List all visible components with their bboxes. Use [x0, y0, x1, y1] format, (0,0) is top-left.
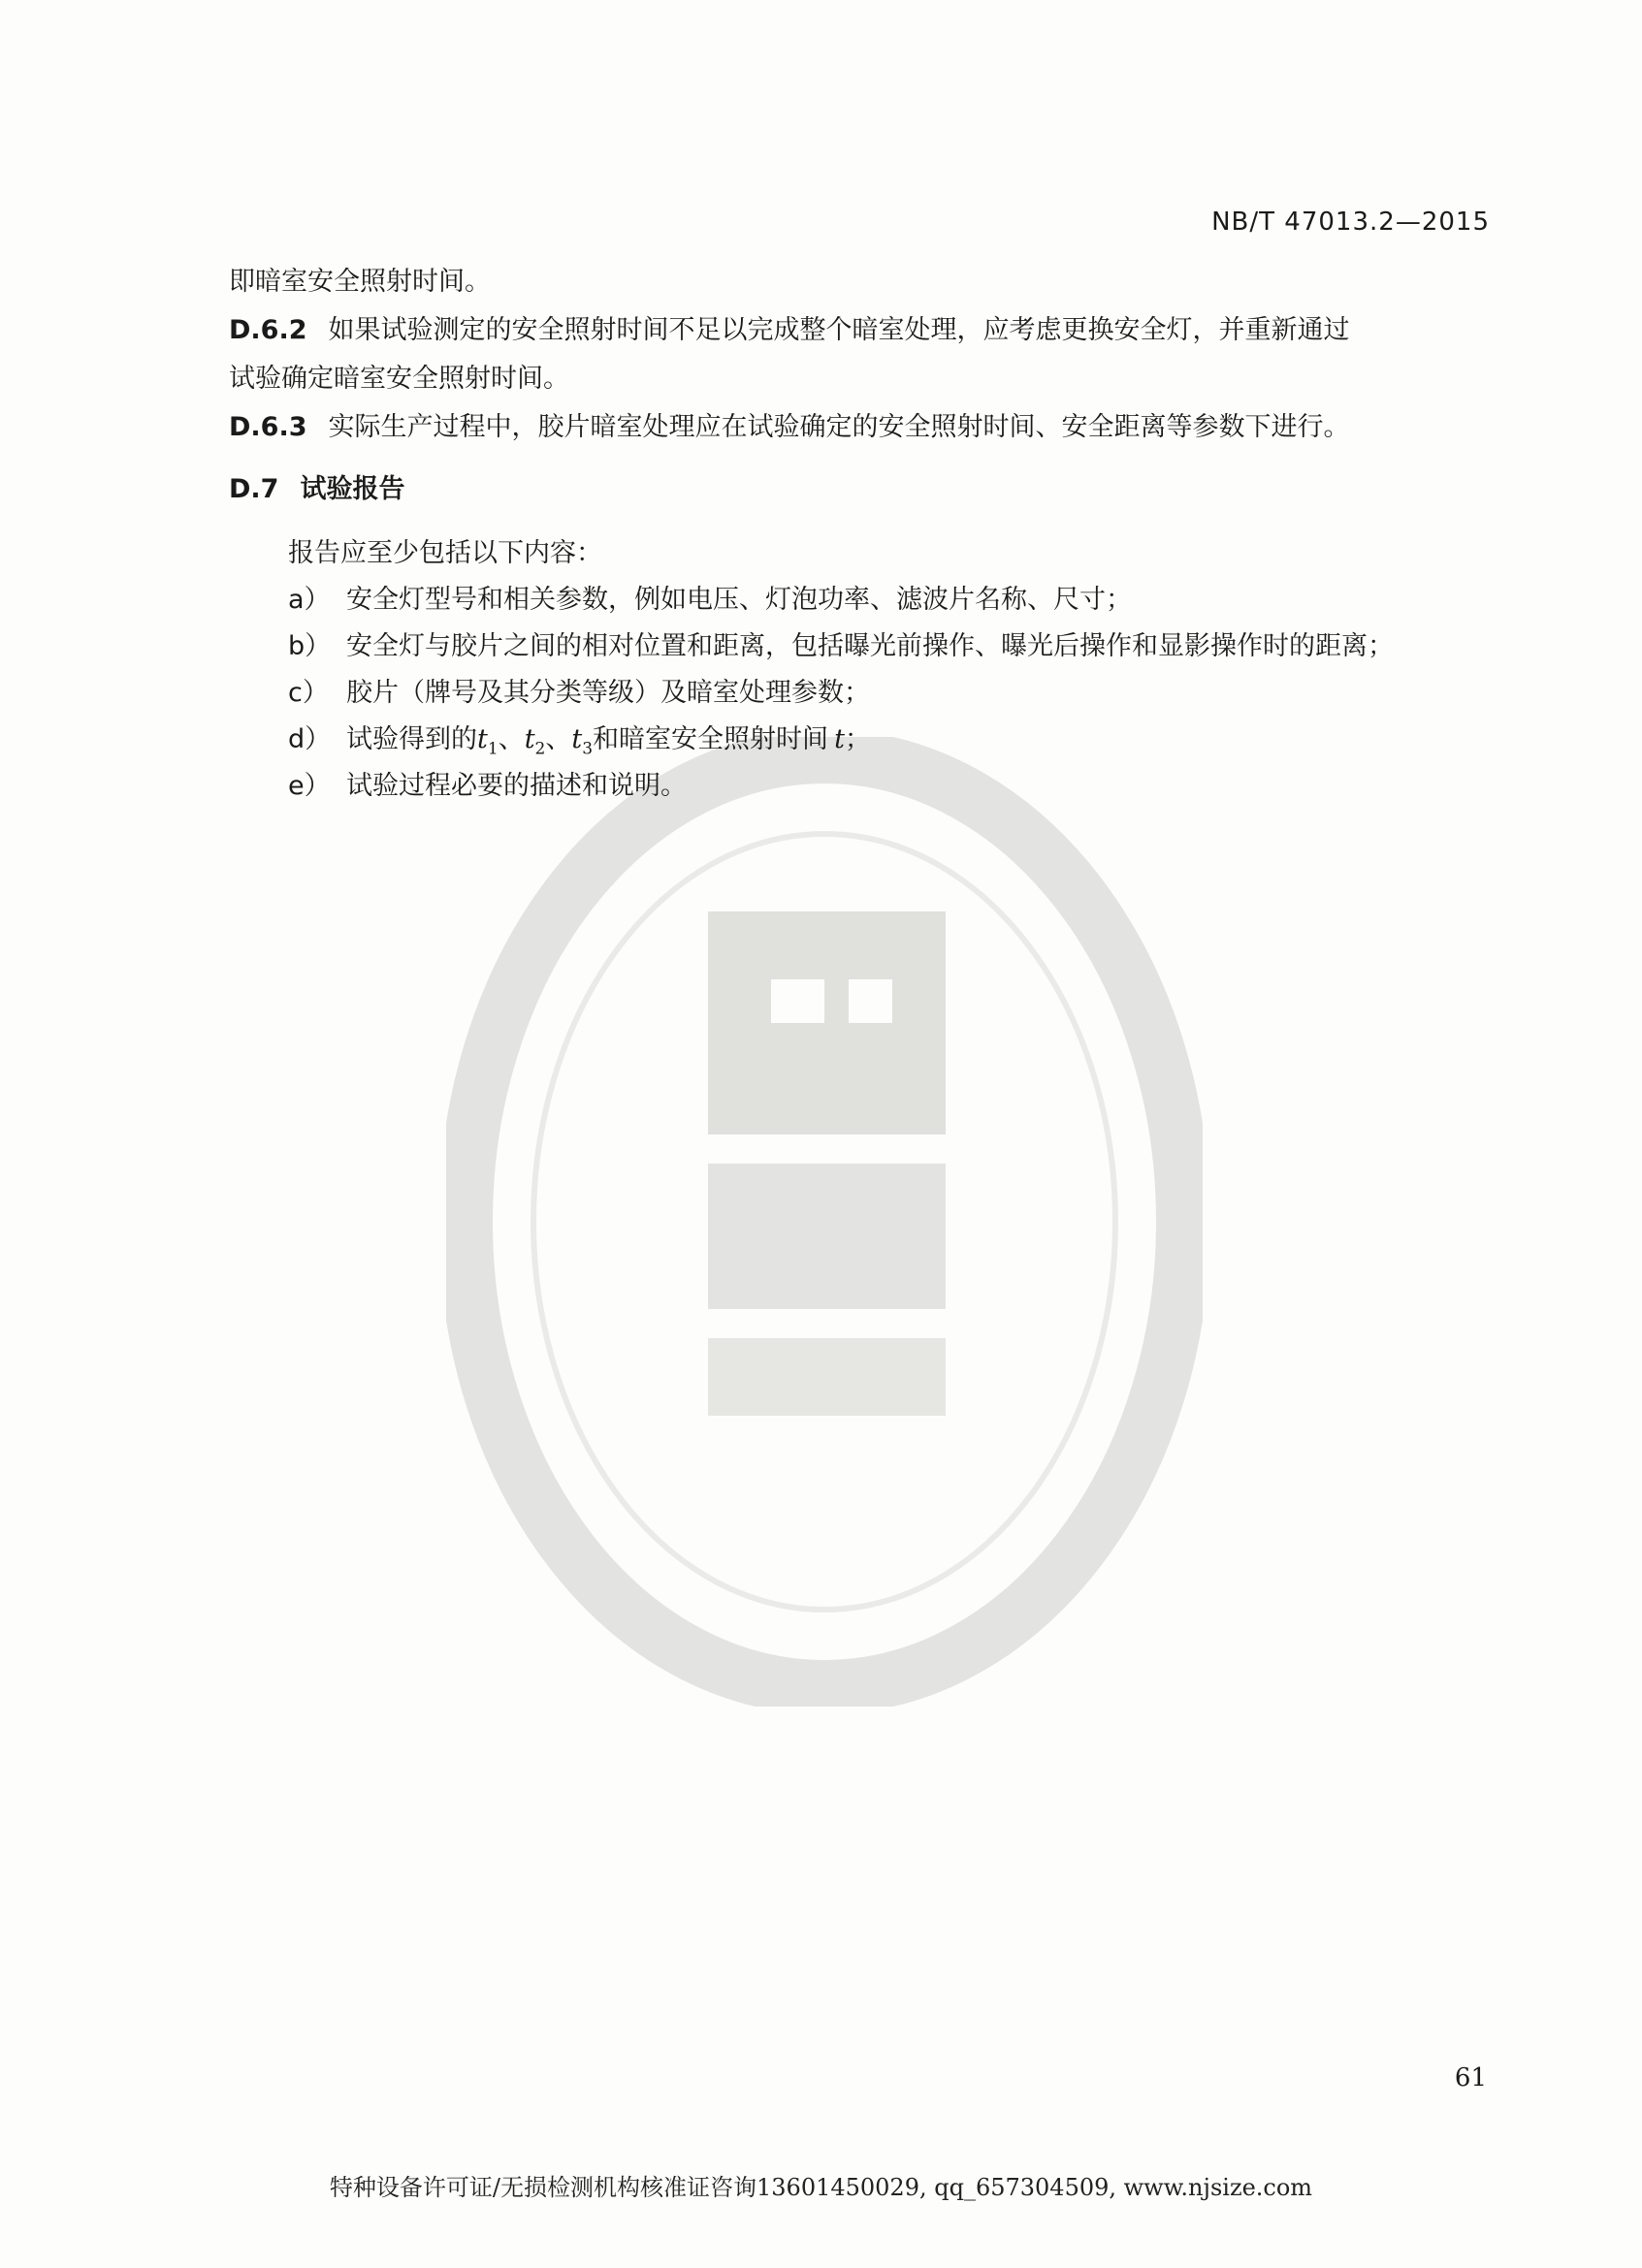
clause-d63	[229, 409, 1350, 446]
clause-text: 如果试验测定的安全照射时间不足以完成整个暗室处理，应考虑更换安全灯，并重新通过	[328, 315, 1350, 345]
list-item	[288, 768, 687, 805]
list-label: d）	[288, 724, 332, 754]
list-text: 安全灯与胶片之间的相对位置和距离，包括曝光前操作、曝光后操作和显影操作时的距离；	[346, 631, 1394, 661]
list-text: 试验过程必要的描述和说明。	[346, 771, 687, 801]
list-text: 试验得到的	[346, 724, 477, 754]
list-label: b）	[288, 631, 332, 661]
continuation-text: 即暗室安全照射时间。	[229, 267, 491, 297]
list-item	[288, 675, 870, 712]
list-text: 胶片（牌号及其分类等级）及暗室处理参数；	[346, 678, 870, 708]
list-item: d） 试验得到的$t_1$、$t_2$、$t_3$和暗室安全照射时间 t；	[288, 721, 871, 767]
list-item	[288, 582, 1132, 619]
list-label: a）	[288, 585, 331, 615]
standard-code: NB/T 47013.2—2015	[1211, 208, 1490, 237]
report-intro: 报告应至少包括以下内容：	[288, 538, 602, 568]
list-label: c）	[288, 678, 329, 708]
list-text: 安全灯型号和相关参数，例如电压、灯泡功率、滤波片名称、尺寸；	[346, 585, 1132, 615]
section-number: D.7	[229, 474, 279, 504]
list-item	[288, 628, 1394, 665]
page-number: 61	[1454, 2063, 1487, 2092]
nb-logo-seal-watermark	[446, 737, 1203, 1707]
clause-text: 实际生产过程中，胶片暗室处理应在试验确定的安全照射时间、安全距离等参数下进行。	[328, 412, 1350, 442]
section-d7-heading	[229, 471, 404, 508]
list-label: e）	[288, 771, 331, 801]
clause-number: D.6.3	[229, 412, 307, 442]
clause-number: D.6.2	[229, 315, 307, 345]
clause-d62-cont: 试验确定暗室安全照射时间。	[229, 364, 569, 394]
clause-d62	[229, 312, 1350, 349]
section-title: 试验报告	[300, 474, 405, 504]
footer-note: 特种设备许可证/无损检测机构核准证咨询13601450029, qq_657304509, www.njsize.com	[329, 2174, 1313, 2201]
